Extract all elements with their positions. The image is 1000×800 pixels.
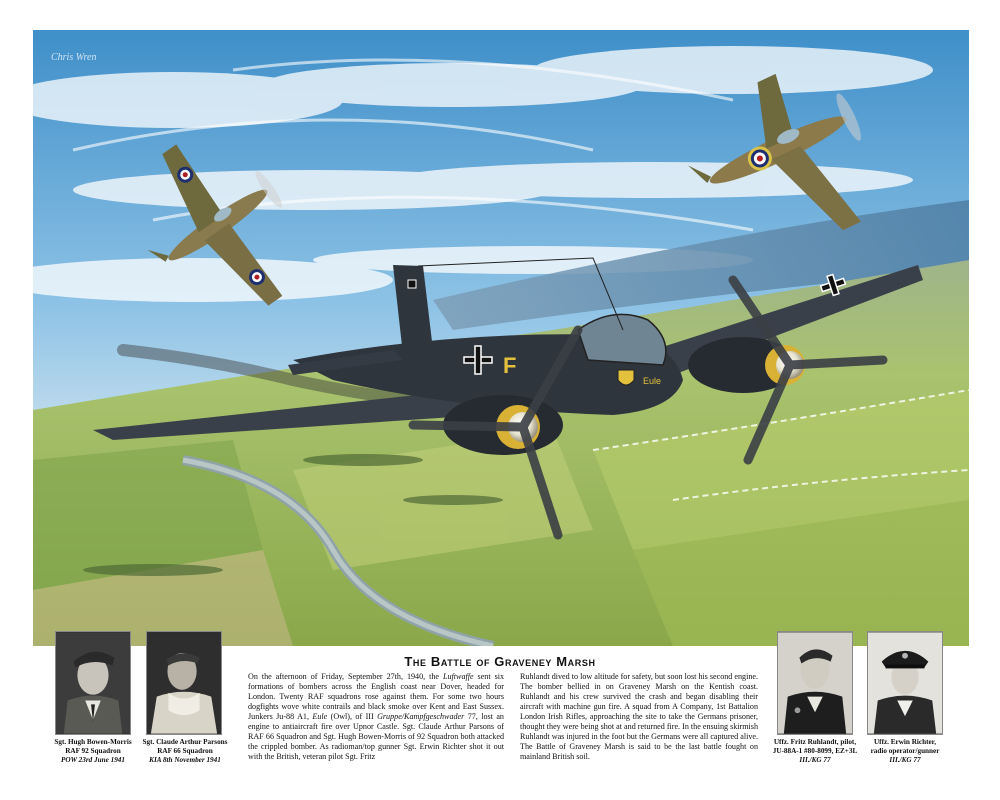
caption-name: Sgt. Hugh Bowen-Morris xyxy=(54,738,132,746)
caption-unit: radio operator/gunner xyxy=(870,747,940,755)
portrait-parsons-image xyxy=(147,632,221,734)
caption-fate: POW 23rd June 1941 xyxy=(61,756,125,764)
story-italic-gruppe: Gruppe/Kampfgeschwader xyxy=(377,712,465,721)
portrait-bowen-morris-image xyxy=(56,632,130,734)
artist-signature: Chris Wren xyxy=(51,52,97,63)
story-italic-eule: Eule xyxy=(312,712,328,721)
story-column-right: Ruhlandt dived to low altitude for safety, but soon lost his second engine. The bomber bellied in on Graveney Marsh on the Kentish coast. Ruhlandt and his crew survived the crash and began disabling their aircraft with machine gun fire. A squad from A Company, 1st Battalion London Irish Rifles, approaching the site to take the Germans prisoner, thought they were being shot at and returned fire. In the ensuing skirmish Ruhlandt was injured in the foot but the Germans were all captured alive. The Battle of Graveney Marsh is said to be the last battle fought on mainland British soil. xyxy=(520,672,758,761)
bomber-name-marking: Eule xyxy=(643,376,662,386)
bomber-code-letter: F xyxy=(503,353,517,378)
portrait-ruhlandt xyxy=(777,631,853,735)
painting-illustration xyxy=(33,30,969,646)
caption-fate: III./KG 77 xyxy=(889,756,921,764)
caption-fate: III./KG 77 xyxy=(799,756,831,764)
portrait-richter xyxy=(867,631,943,735)
caption-unit: RAF 92 Squadron xyxy=(65,747,121,755)
portrait-bowen-morris xyxy=(55,631,131,735)
caption-name: Sgt. Claude Arthur Parsons xyxy=(142,738,228,746)
caption-ruhlandt xyxy=(767,738,863,765)
story-italic-luftwaffe: Luftwaffe xyxy=(443,672,474,681)
caption-fate: KIA 8th November 1941 xyxy=(149,756,221,764)
caption-unit: RAF 66 Squadron xyxy=(157,747,213,755)
caption-bowen-morris xyxy=(45,738,141,765)
caption-name: Uffz. Erwin Richter, xyxy=(873,738,936,746)
story-text: On the afternoon of Friday, September 27th, 1940, the xyxy=(248,672,443,681)
painting-title: The Battle of Graveney Marsh xyxy=(404,654,596,669)
caption-name: Uffz. Fritz Ruhlandt, pilot, xyxy=(773,738,857,746)
caption-richter xyxy=(857,738,953,765)
caption-parsons xyxy=(136,738,234,765)
caption-unit: JU-88A-1 #80-8099, EZ+3L xyxy=(772,747,858,755)
portrait-parsons xyxy=(146,631,222,735)
battle-painting xyxy=(33,30,969,646)
story-text: 77, lost an engine to antiaircraft fire over Upnor Castle. Sgt. Claude Arthur Parsons of RAF 66 Squadron and Sgt. Hugh Bowen-Morris of 92 Squadron both attacked the crippled bomber. As radioman/top gunner Sgt. Erwin Richter shot it out with the British, veteran pilot Sgt. Fritz xyxy=(248,712,504,761)
portrait-ruhlandt-image xyxy=(778,632,852,734)
story-text: sent six formations of bombers across the English coast near Dover, headed for London. Twenty RAF squadrons rose against them. For some two hours dogfights wove white contrails and black smoke over Kent and East Sussex. Junkers Ju-88 A1, xyxy=(248,672,505,721)
story-text: (Owl), of III xyxy=(327,712,378,721)
story-column-left xyxy=(248,672,504,762)
portrait-richter-image xyxy=(868,632,942,734)
